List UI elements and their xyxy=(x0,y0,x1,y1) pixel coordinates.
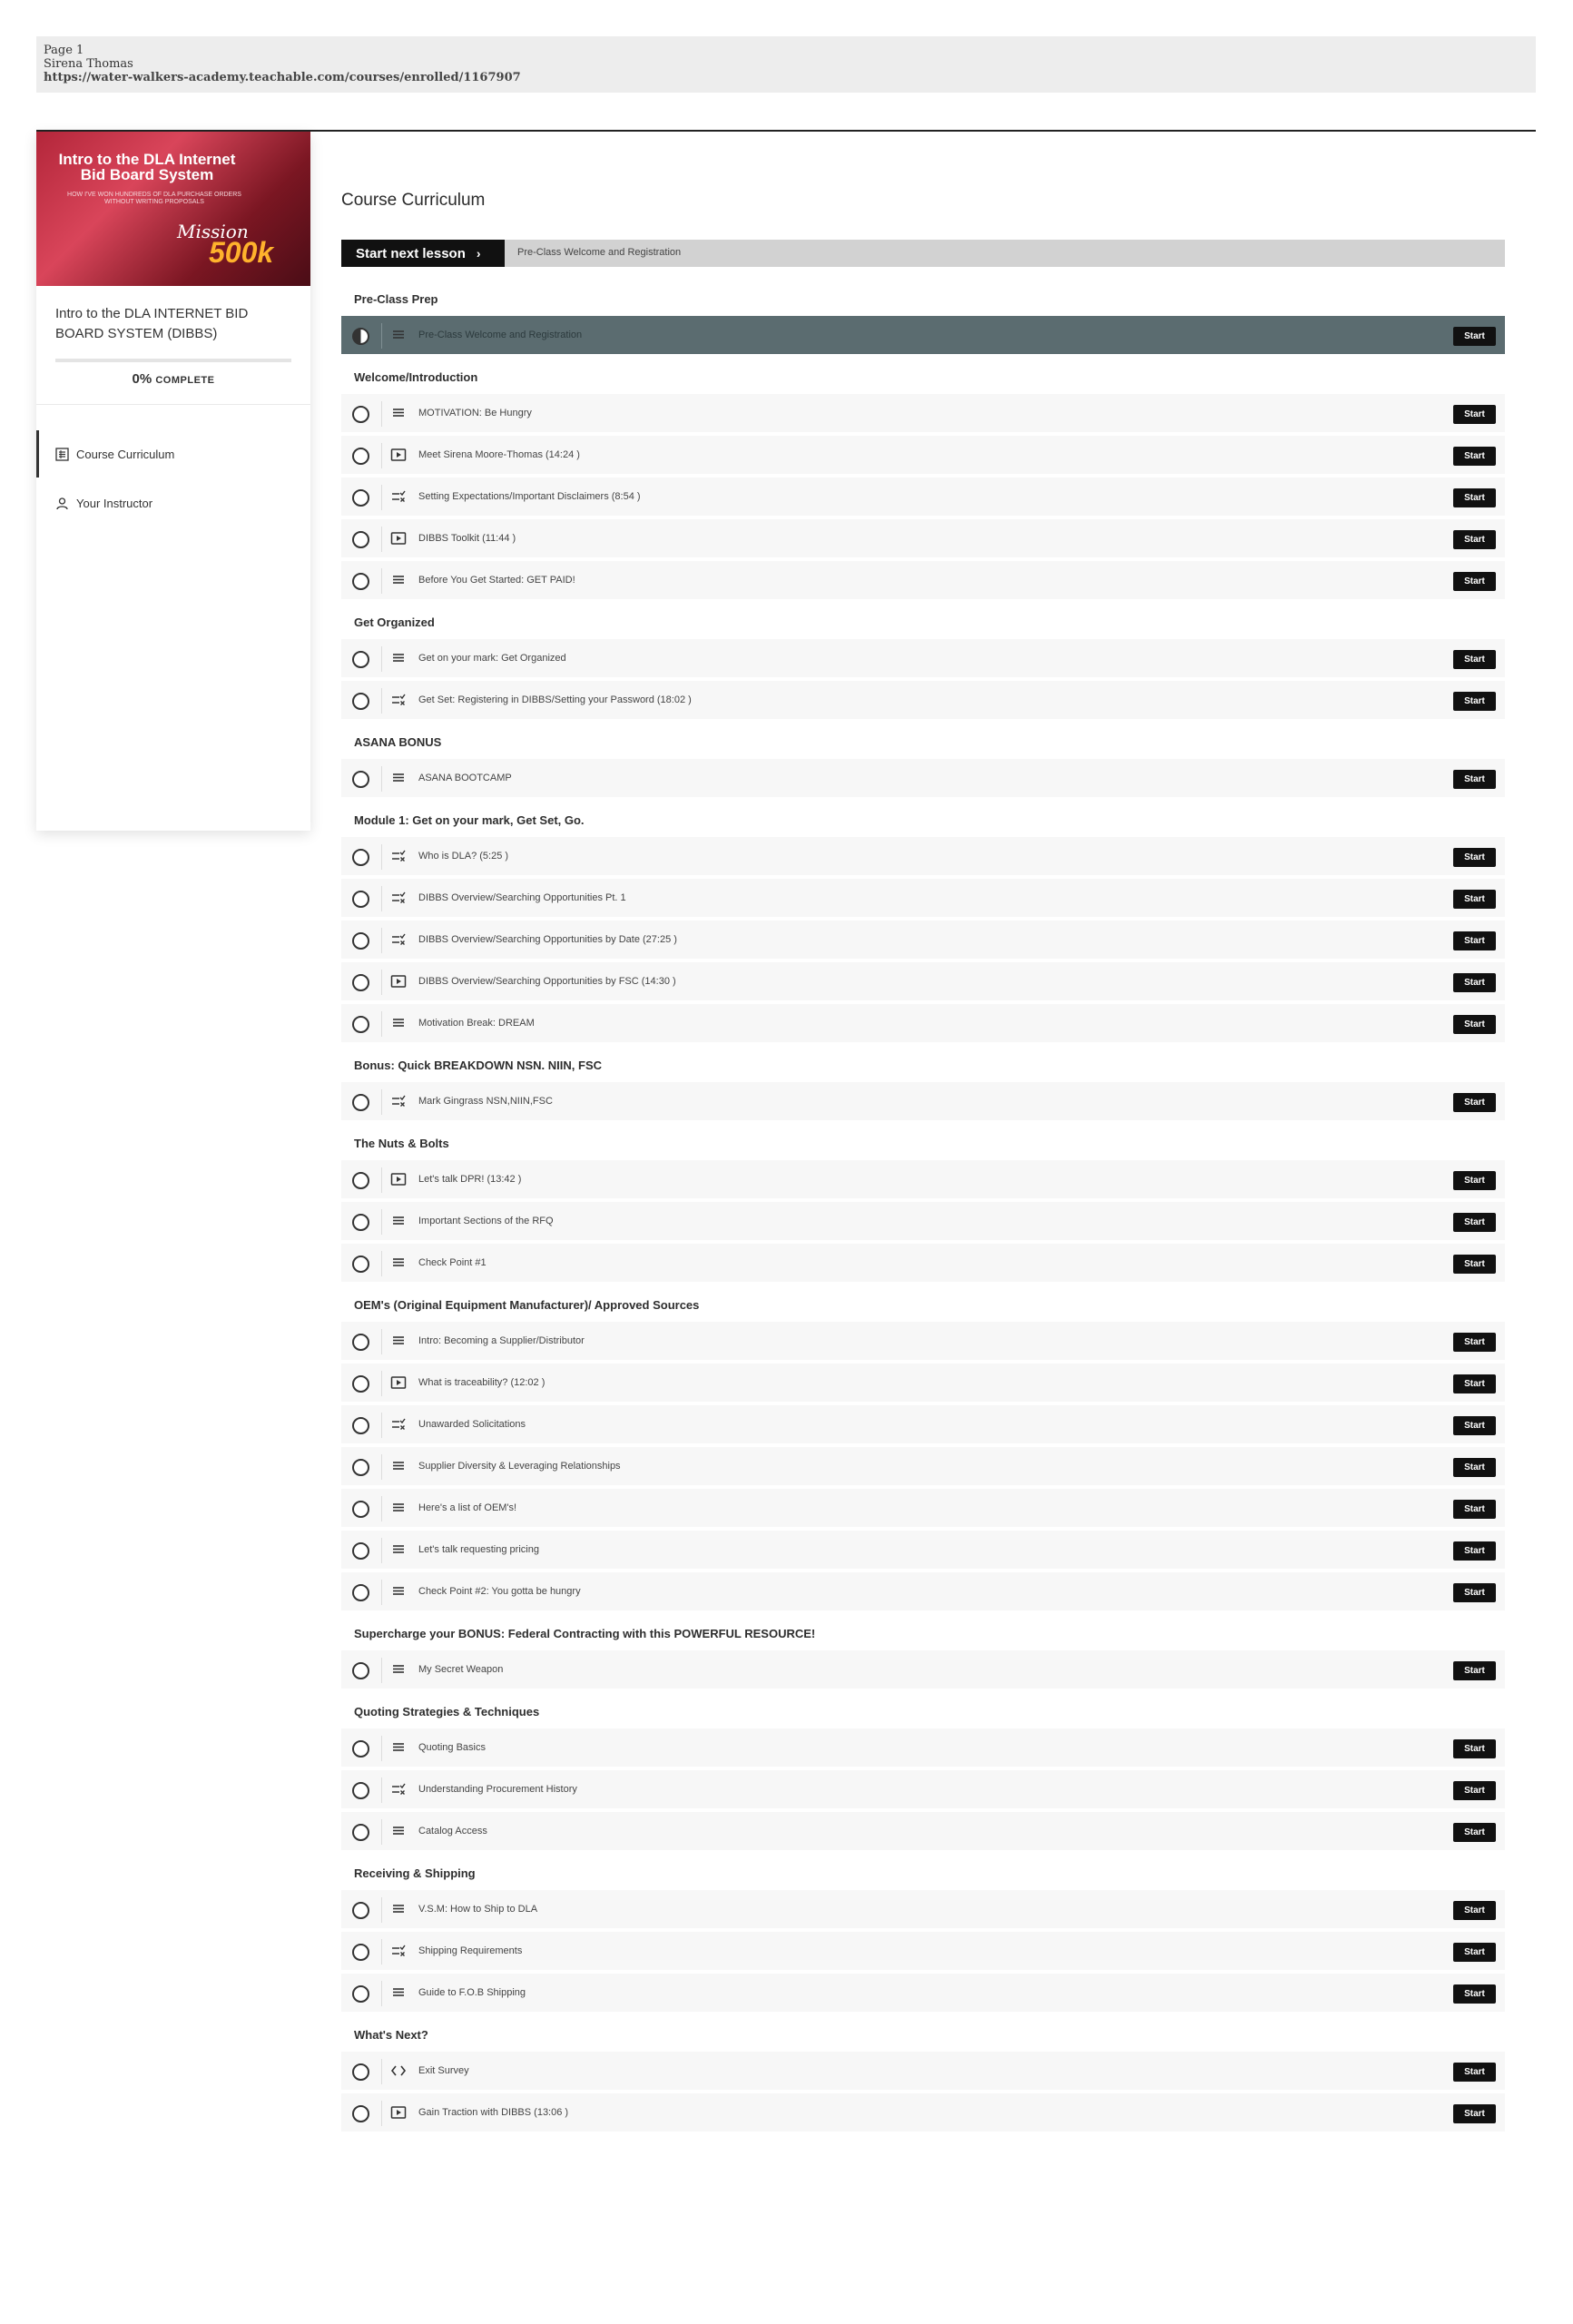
video-lesson-icon xyxy=(390,531,408,547)
lesson-name[interactable]: Exit Survey xyxy=(418,2065,469,2076)
start-lesson-button[interactable]: Start xyxy=(1453,530,1496,549)
lesson-name[interactable]: Understanding Procurement History xyxy=(418,1784,577,1795)
lesson-row[interactable] xyxy=(341,1004,1505,1044)
text-lesson-icon xyxy=(390,406,408,422)
lesson-status-icon xyxy=(352,849,369,866)
progress-bar xyxy=(55,359,291,362)
row-divider xyxy=(381,485,382,510)
start-lesson-button[interactable]: Start xyxy=(1453,1255,1496,1274)
lesson-row[interactable] xyxy=(341,1728,1505,1768)
start-lesson-button[interactable]: Start xyxy=(1453,1943,1496,1962)
lesson-row[interactable] xyxy=(341,1202,1505,1242)
lesson-status-icon xyxy=(352,1824,369,1841)
lesson-name[interactable]: Get Set: Registering in DIBBS/Setting your Password (18:02 ) xyxy=(418,694,692,705)
start-lesson-button[interactable]: Start xyxy=(1453,1541,1496,1561)
lesson-name[interactable]: Get on your mark: Get Organized xyxy=(418,653,566,664)
text-lesson-icon xyxy=(390,1501,408,1517)
lesson-name[interactable]: Meet Sirena Moore-Thomas (14:24 ) xyxy=(418,449,580,460)
row-divider xyxy=(381,886,382,911)
start-lesson-button[interactable]: Start xyxy=(1453,2104,1496,2123)
start-lesson-button[interactable]: Start xyxy=(1453,1458,1496,1477)
lesson-row[interactable] xyxy=(341,1531,1505,1571)
sidebar-item-label: Your Instructor xyxy=(76,496,153,510)
lesson-status-icon xyxy=(352,1094,369,1111)
lesson-row[interactable] xyxy=(341,519,1505,559)
text-lesson-icon xyxy=(390,1542,408,1559)
course-image-mission: Mission xyxy=(177,221,249,242)
row-divider xyxy=(381,688,382,714)
lesson-name[interactable]: Pre-Class Welcome and Registration xyxy=(418,330,583,340)
lesson-row[interactable] xyxy=(341,639,1505,679)
lesson-status-icon xyxy=(352,1902,369,1919)
lesson-row[interactable] xyxy=(341,1974,1505,2014)
print-header xyxy=(36,36,1536,93)
sidebar-item-course-curriculum[interactable] xyxy=(36,430,310,478)
lesson-row[interactable] xyxy=(341,1447,1505,1487)
lesson-row[interactable] xyxy=(341,1890,1505,1930)
progress-text xyxy=(36,371,310,387)
row-divider xyxy=(381,443,382,468)
person-icon xyxy=(54,496,69,510)
lesson-status-icon xyxy=(352,1662,369,1679)
course-image-subtitle: HOW I'VE WON HUNDREDS OF DLA PURCHASE ORDERS WITHOUT WRITING PROPOSALS xyxy=(67,192,241,205)
lesson-status-icon xyxy=(352,406,369,423)
lesson-status-icon xyxy=(352,1944,369,1961)
text-lesson-icon xyxy=(390,1662,408,1679)
lesson-row[interactable] xyxy=(341,921,1505,960)
lesson-name[interactable]: Motivation Break: DREAM xyxy=(418,1018,535,1029)
quiz-lesson-icon xyxy=(390,1944,408,1960)
lesson-row[interactable] xyxy=(341,837,1505,877)
section-title: Get Organized xyxy=(354,615,435,629)
lesson-status-icon xyxy=(352,1459,369,1476)
lesson-row[interactable] xyxy=(341,316,1505,356)
row-divider xyxy=(381,1897,382,1923)
lesson-name[interactable]: Intro: Becoming a Supplier/Distributor xyxy=(418,1335,585,1346)
sidebar-item-label: Course Curriculum xyxy=(76,447,175,461)
lesson-row[interactable] xyxy=(341,1405,1505,1445)
row-divider xyxy=(381,1089,382,1115)
start-lesson-button[interactable]: Start xyxy=(1453,692,1496,711)
lesson-row[interactable] xyxy=(341,681,1505,721)
lesson-status-icon xyxy=(352,932,369,950)
lesson-row[interactable] xyxy=(341,561,1505,601)
lesson-name[interactable]: Check Point #2: You gotta be hungry xyxy=(418,1586,581,1597)
lesson-row[interactable] xyxy=(341,759,1505,799)
lesson-name[interactable]: Check Point #1 xyxy=(418,1257,487,1268)
section-title: Welcome/Introduction xyxy=(354,370,478,384)
lesson-row[interactable] xyxy=(341,1932,1505,1972)
text-lesson-icon xyxy=(390,1459,408,1475)
lesson-status-icon xyxy=(352,328,369,345)
text-lesson-icon xyxy=(390,1584,408,1600)
section-title: Receiving & Shipping xyxy=(354,1866,476,1880)
lesson-name[interactable]: Mark Gingrass NSN,NIIN,FSC xyxy=(418,1096,553,1107)
start-lesson-button[interactable]: Start xyxy=(1453,973,1496,992)
start-lesson-button[interactable]: Start xyxy=(1453,1781,1496,1800)
next-lesson-name: Pre-Class Welcome and Registration xyxy=(517,247,682,258)
text-lesson-icon xyxy=(390,651,408,667)
text-lesson-icon xyxy=(390,1902,408,1918)
row-divider xyxy=(381,1209,382,1235)
section-title: Module 1: Get on your mark, Get Set, Go. xyxy=(354,813,585,827)
text-lesson-icon xyxy=(390,1985,408,2002)
row-divider xyxy=(381,1658,382,1683)
lesson-status-icon xyxy=(352,1985,369,2003)
video-lesson-icon xyxy=(390,974,408,990)
lesson-status-icon xyxy=(352,1542,369,1560)
section-title: Supercharge your BONUS: Federal Contracting with this POWERFUL RESOURCE! xyxy=(354,1627,816,1640)
start-lesson-button[interactable]: Start xyxy=(1453,1333,1496,1352)
quiz-lesson-icon xyxy=(390,489,408,506)
section-title: OEM's (Original Equipment Manufacturer)/ Approved Sources xyxy=(354,1298,700,1312)
lesson-name[interactable]: What is traceability? (12:02 ) xyxy=(418,1377,546,1388)
lesson-row[interactable] xyxy=(341,1322,1505,1362)
lesson-status-icon xyxy=(352,1256,369,1273)
row-divider xyxy=(381,646,382,672)
lesson-status-icon xyxy=(352,693,369,710)
sidebar-divider xyxy=(36,404,310,405)
lesson-row[interactable] xyxy=(341,394,1505,434)
start-next-lesson-button[interactable] xyxy=(341,240,505,267)
lesson-status-icon xyxy=(352,651,369,668)
start-lesson-button[interactable]: Start xyxy=(1453,2063,1496,2082)
row-divider xyxy=(381,1329,382,1354)
lesson-name[interactable]: Setting Expectations/Important Disclaimers (8:54 ) xyxy=(418,491,641,502)
video-lesson-icon xyxy=(390,1375,408,1392)
video-lesson-icon xyxy=(390,2105,408,2122)
page-title: Course Curriculum xyxy=(341,191,486,210)
lesson-name[interactable]: Here's a list of OEM's! xyxy=(418,1502,517,1513)
start-lesson-button[interactable]: Start xyxy=(1453,1661,1496,1680)
row-divider xyxy=(381,1251,382,1276)
lesson-name[interactable]: DIBBS Overview/Searching Opportunities Pt. 1 xyxy=(418,892,626,903)
quiz-lesson-icon xyxy=(390,932,408,949)
start-lesson-button[interactable]: Start xyxy=(1453,1500,1496,1519)
lesson-name[interactable]: V.S.M: How to Ship to DLA xyxy=(418,1904,538,1915)
lesson-row[interactable] xyxy=(341,1770,1505,1810)
lesson-name[interactable]: Gain Traction with DIBBS (13:06 ) xyxy=(418,2107,569,2118)
quiz-lesson-icon xyxy=(390,1417,408,1433)
section-title: Bonus: Quick BREAKDOWN NSN. NIIN, FSC xyxy=(354,1059,603,1072)
print-page-number: Page 1 xyxy=(44,44,84,57)
row-divider xyxy=(381,1371,382,1396)
lesson-status-icon xyxy=(352,1501,369,1518)
course-sidebar xyxy=(36,132,310,831)
start-lesson-button[interactable]: Start xyxy=(1453,405,1496,424)
lesson-name[interactable]: Important Sections of the RFQ xyxy=(418,1216,554,1226)
lesson-name[interactable]: Shipping Requirements xyxy=(418,1945,523,1956)
lesson-status-icon xyxy=(352,974,369,991)
lesson-name[interactable]: DIBBS Overview/Searching Opportunities by Date (27:25 ) xyxy=(418,934,677,945)
section-title: ASANA BONUS xyxy=(354,735,442,749)
start-lesson-button[interactable]: Start xyxy=(1453,327,1496,346)
row-divider xyxy=(381,568,382,594)
video-lesson-icon xyxy=(390,448,408,464)
text-lesson-icon xyxy=(390,1256,408,1272)
start-lesson-button[interactable]: Start xyxy=(1453,1374,1496,1393)
text-lesson-icon xyxy=(390,328,408,344)
lesson-status-icon xyxy=(352,531,369,548)
quiz-lesson-icon xyxy=(390,849,408,865)
start-lesson-button[interactable]: Start xyxy=(1453,890,1496,909)
text-lesson-icon xyxy=(390,573,408,589)
course-image[interactable] xyxy=(36,132,310,286)
text-lesson-icon xyxy=(390,1740,408,1757)
start-lesson-button[interactable]: Start xyxy=(1453,1901,1496,1920)
lesson-status-icon xyxy=(352,1740,369,1758)
lesson-row[interactable] xyxy=(341,1812,1505,1852)
start-next-lesson-label: Start next lesson xyxy=(356,245,466,261)
lesson-row[interactable] xyxy=(341,436,1505,476)
progress-label: COMPLETE xyxy=(155,375,215,386)
row-divider xyxy=(381,323,382,349)
lesson-status-icon xyxy=(352,1334,369,1351)
start-lesson-button[interactable]: Start xyxy=(1453,650,1496,669)
quiz-lesson-icon xyxy=(390,1094,408,1110)
lesson-name[interactable]: Guide to F.O.B Shipping xyxy=(418,1987,526,1998)
lesson-row[interactable] xyxy=(341,879,1505,919)
row-divider xyxy=(381,844,382,870)
progress-value: 0% xyxy=(132,371,152,387)
start-lesson-button[interactable]: Start xyxy=(1453,1739,1496,1758)
lesson-status-icon xyxy=(352,489,369,507)
lesson-status-icon xyxy=(352,1417,369,1434)
course-title: Intro to the DLA INTERNET BID BOARD SYSTEM (DIBBS) xyxy=(55,306,249,341)
row-divider xyxy=(381,401,382,427)
text-lesson-icon xyxy=(390,1214,408,1230)
quiz-lesson-icon xyxy=(390,693,408,709)
lesson-status-icon xyxy=(352,1584,369,1601)
lesson-name[interactable]: MOTIVATION: Be Hungry xyxy=(418,408,532,419)
course-image-amount: 500k xyxy=(209,236,274,269)
row-divider xyxy=(381,1496,382,1521)
text-lesson-icon xyxy=(390,1334,408,1350)
print-url: https://water-walkers-academy.teachable.com/courses/enrolled/1167907 xyxy=(44,71,521,84)
lesson-row[interactable] xyxy=(341,1650,1505,1690)
video-lesson-icon xyxy=(390,1172,408,1188)
lesson-status-icon xyxy=(352,1016,369,1033)
lesson-name[interactable]: Catalog Access xyxy=(418,1826,487,1837)
start-lesson-button[interactable]: Start xyxy=(1453,1984,1496,2004)
row-divider xyxy=(381,1736,382,1761)
curriculum-icon xyxy=(54,447,69,461)
row-divider xyxy=(381,1819,382,1845)
lesson-row[interactable] xyxy=(341,1160,1505,1200)
lesson-status-icon xyxy=(352,1172,369,1189)
row-divider xyxy=(381,1939,382,1965)
row-divider xyxy=(381,1454,382,1480)
print-user-name: Sirena Thomas xyxy=(44,57,133,71)
lesson-row[interactable] xyxy=(341,1489,1505,1529)
code-lesson-icon xyxy=(390,2063,408,2080)
lesson-name[interactable]: ASANA BOOTCAMP xyxy=(418,773,512,783)
section-title: The Nuts & Bolts xyxy=(354,1137,449,1150)
row-divider xyxy=(381,1167,382,1193)
lesson-status-icon xyxy=(352,2063,369,2081)
quiz-lesson-icon xyxy=(390,1782,408,1798)
start-lesson-button[interactable]: Start xyxy=(1453,488,1496,507)
start-lesson-button[interactable]: Start xyxy=(1453,572,1496,591)
start-lesson-button[interactable]: Start xyxy=(1453,770,1496,789)
lesson-row[interactable] xyxy=(341,478,1505,517)
section-title: Quoting Strategies & Techniques xyxy=(354,1705,540,1718)
text-lesson-icon xyxy=(390,1824,408,1840)
row-divider xyxy=(381,1777,382,1803)
lesson-row[interactable] xyxy=(341,2093,1505,2133)
start-lesson-button[interactable]: Start xyxy=(1453,1015,1496,1034)
text-lesson-icon xyxy=(390,1016,408,1032)
lesson-row[interactable] xyxy=(341,1364,1505,1403)
row-divider xyxy=(381,2059,382,2084)
section-title: Pre-Class Prep xyxy=(354,292,438,306)
lesson-name[interactable]: Supplier Diversity & Leveraging Relationships xyxy=(418,1461,621,1472)
start-lesson-button[interactable]: Start xyxy=(1453,848,1496,867)
start-lesson-button[interactable]: Start xyxy=(1453,1093,1496,1112)
row-divider xyxy=(381,928,382,953)
section-title: What's Next? xyxy=(354,2028,428,2042)
row-divider xyxy=(381,970,382,995)
start-lesson-button[interactable]: Start xyxy=(1453,1583,1496,1602)
lesson-status-icon xyxy=(352,2105,369,2122)
chevron-right-icon: › xyxy=(476,246,481,261)
row-divider xyxy=(381,1981,382,2006)
lesson-status-icon xyxy=(352,1782,369,1799)
start-lesson-button[interactable]: Start xyxy=(1453,1171,1496,1190)
row-divider xyxy=(381,766,382,792)
row-divider xyxy=(381,1580,382,1605)
lesson-name[interactable]: Quoting Basics xyxy=(418,1742,486,1753)
lesson-row[interactable] xyxy=(341,962,1505,1002)
lesson-status-icon xyxy=(352,1214,369,1231)
lesson-name[interactable]: Let's talk DPR! (13:42 ) xyxy=(418,1174,522,1185)
lesson-status-icon xyxy=(352,771,369,788)
lesson-row[interactable] xyxy=(341,2052,1505,2092)
lesson-row[interactable] xyxy=(341,1082,1505,1122)
start-lesson-button[interactable]: Start xyxy=(1453,1213,1496,1232)
lesson-status-icon xyxy=(352,1375,369,1393)
lesson-status-icon xyxy=(352,891,369,908)
sidebar-item-your-instructor[interactable] xyxy=(36,479,310,527)
start-lesson-button[interactable]: Start xyxy=(1453,1823,1496,1842)
lesson-name[interactable]: DIBBS Overview/Searching Opportunities by FSC (14:30 ) xyxy=(418,976,676,987)
lesson-name[interactable]: Let's talk requesting pricing xyxy=(418,1544,539,1555)
lesson-name[interactable]: DIBBS Toolkit (11:44 ) xyxy=(418,533,516,544)
quiz-lesson-icon xyxy=(390,891,408,907)
next-lesson-bar xyxy=(341,240,1505,267)
start-lesson-button[interactable]: Start xyxy=(1453,1416,1496,1435)
start-lesson-button[interactable]: Start xyxy=(1453,447,1496,466)
row-divider xyxy=(381,1413,382,1438)
row-divider xyxy=(381,2101,382,2126)
lesson-name[interactable]: My Secret Weapon xyxy=(418,1664,504,1675)
row-divider xyxy=(381,1538,382,1563)
lesson-row[interactable] xyxy=(341,1244,1505,1284)
lesson-status-icon xyxy=(352,448,369,465)
lesson-name[interactable]: Unawarded Solicitations xyxy=(418,1419,526,1430)
start-lesson-button[interactable]: Start xyxy=(1453,931,1496,950)
lesson-name[interactable]: Who is DLA? (5:25 ) xyxy=(418,851,509,862)
row-divider xyxy=(381,527,382,552)
text-lesson-icon xyxy=(390,771,408,787)
course-image-title: Intro to the DLA Internet Bid Board System xyxy=(58,151,236,183)
lesson-name[interactable]: Before You Get Started: GET PAID! xyxy=(418,575,575,586)
lesson-row[interactable] xyxy=(341,1572,1505,1612)
row-divider xyxy=(381,1011,382,1037)
lesson-status-icon xyxy=(352,573,369,590)
